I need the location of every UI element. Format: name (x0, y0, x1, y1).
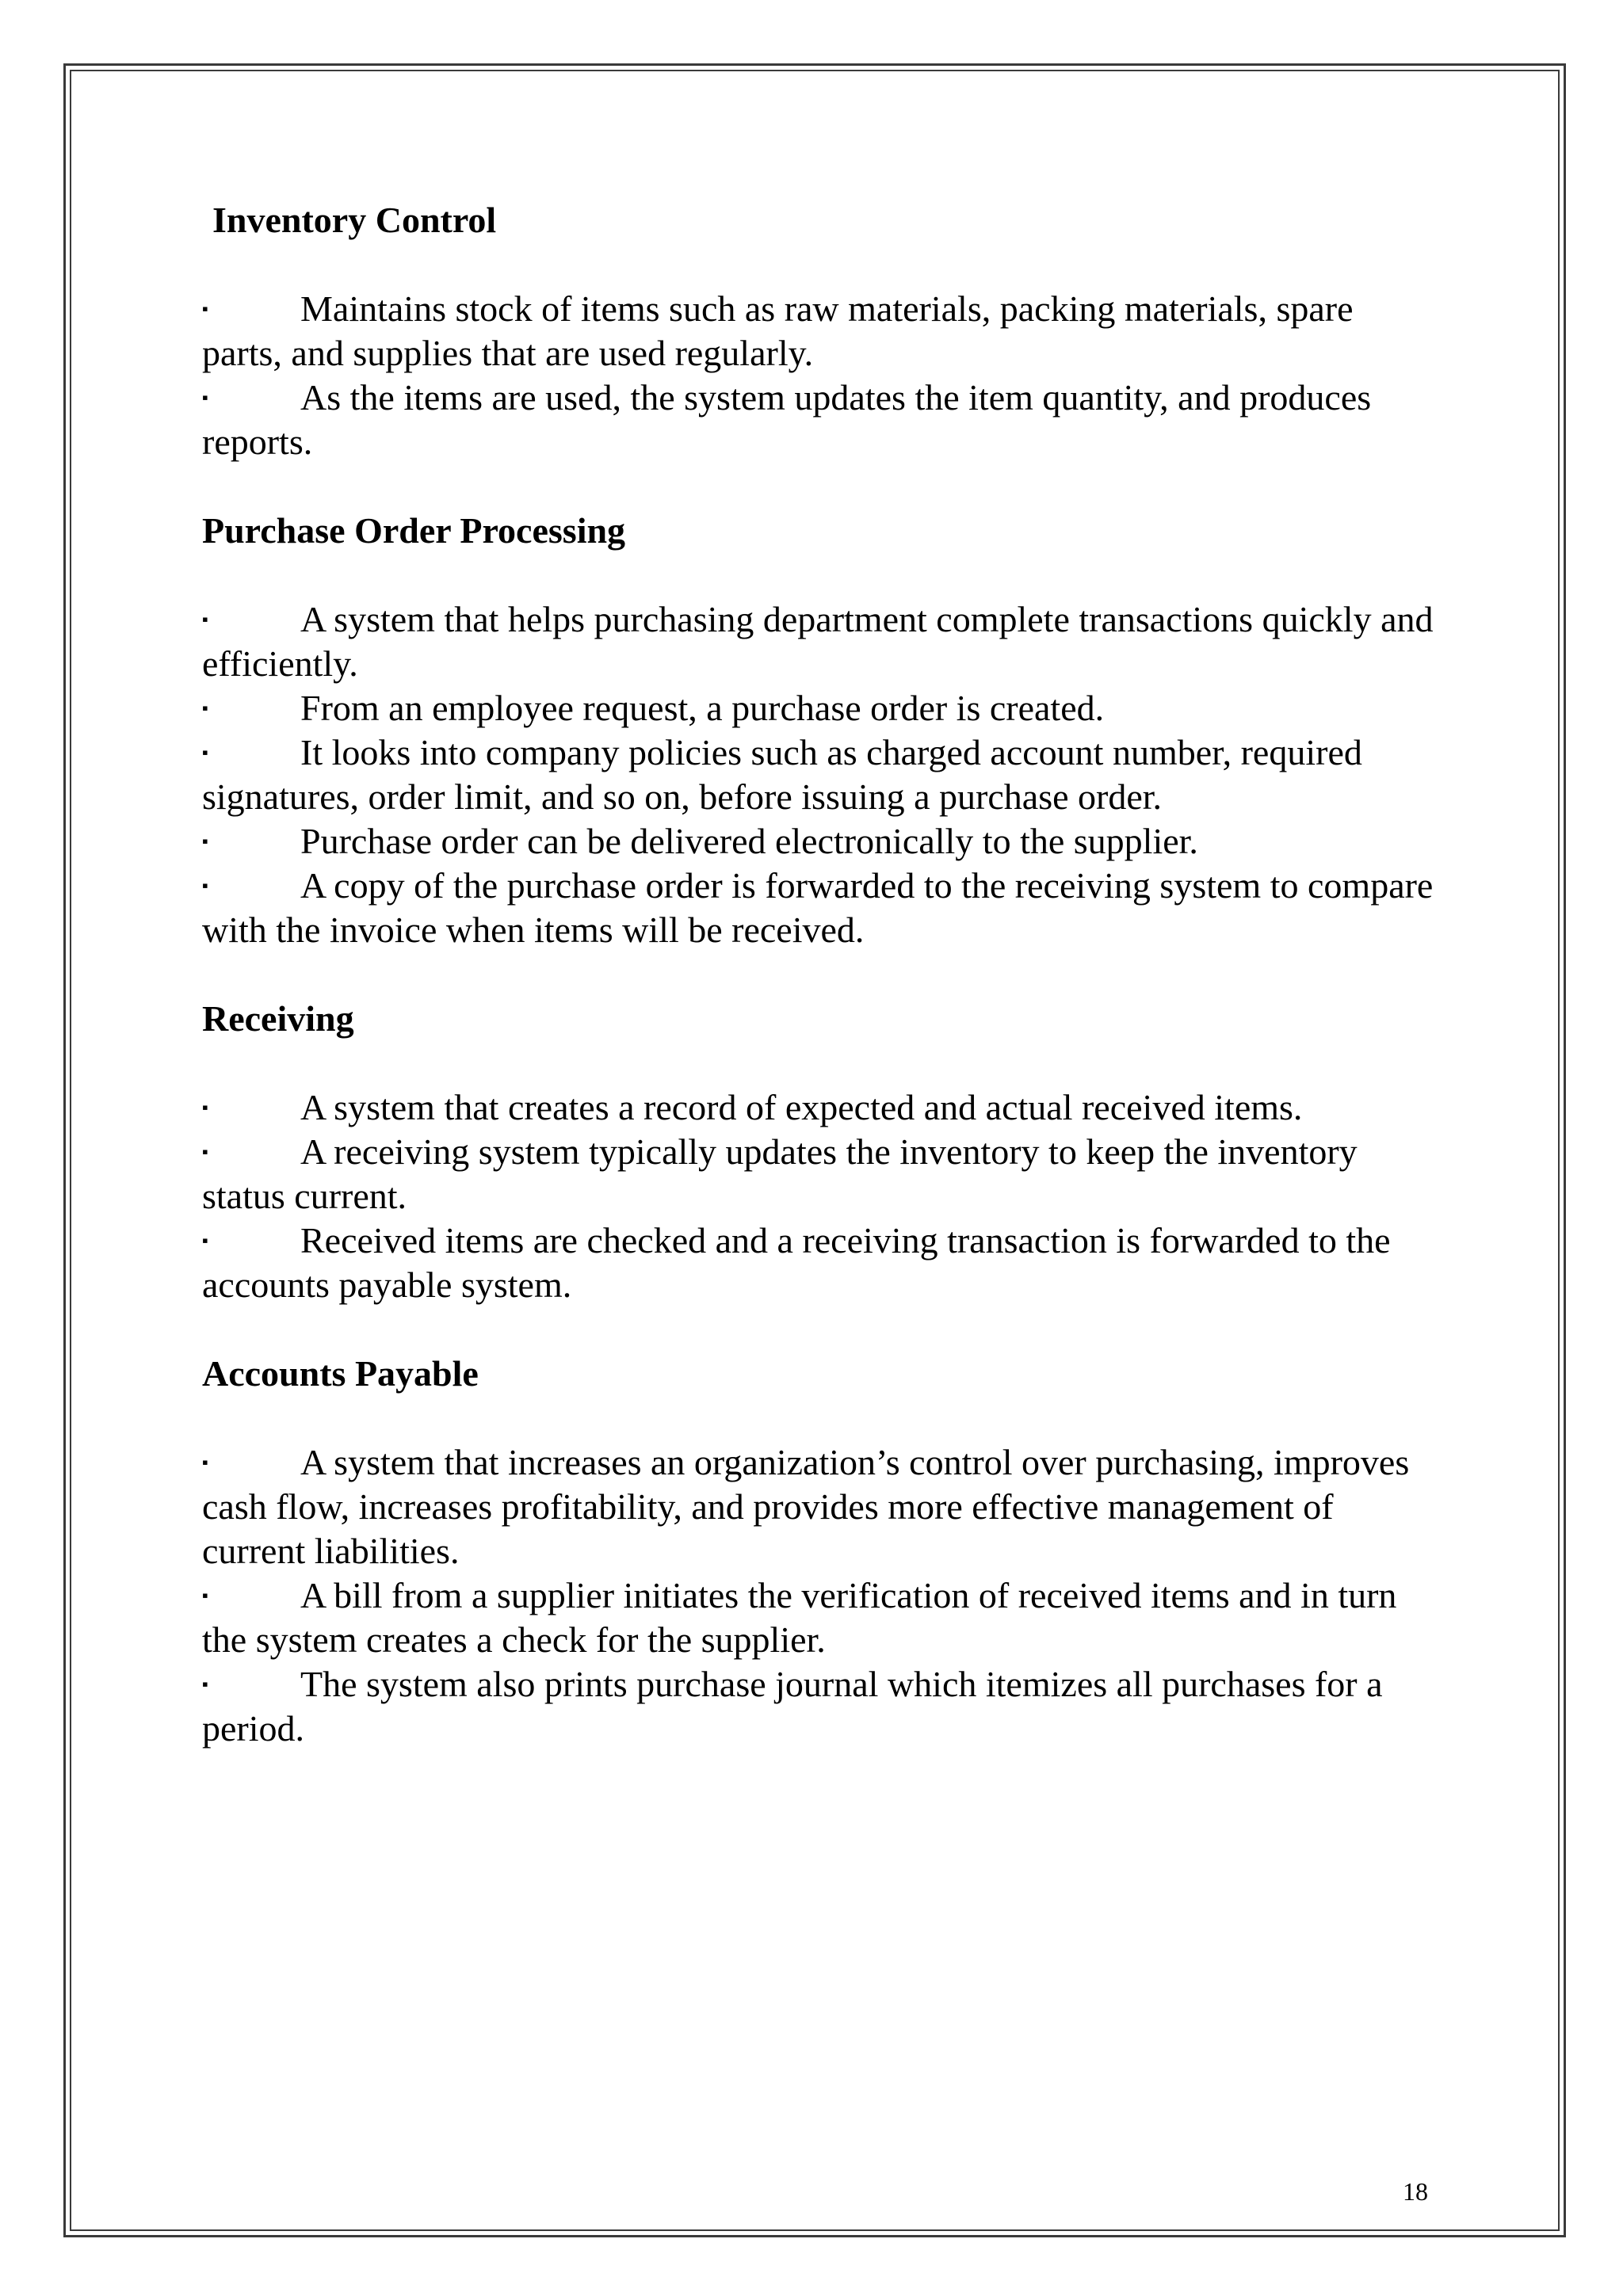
section-heading: Purchase Order Processing (202, 510, 626, 551)
bullet-item (202, 1130, 1438, 1219)
spacer (202, 952, 1438, 997)
square-bullet-icon: ▪ (202, 609, 208, 629)
bullet-text: It looks into company policies such as charged account number, required signatures, order limit, and so on, before issuing a purchase order. (202, 732, 1362, 817)
square-bullet-icon: ▪ (202, 1585, 208, 1605)
square-bullet-icon: ▪ (202, 387, 208, 407)
bullet-item (202, 1662, 1438, 1751)
section-heading: Inventory Control (212, 200, 497, 240)
square-bullet-icon: ▪ (202, 1674, 208, 1694)
bullet-text: A system that helps purchasing department complete transactions quickly and efficiently. (202, 599, 1434, 684)
bullet-item (202, 1085, 1438, 1130)
bullet-text: Received items are checked and a receiving transaction is forwarded to the accounts payable system. (202, 1220, 1391, 1305)
bullet-item (202, 597, 1438, 686)
square-bullet-icon: ▪ (202, 698, 208, 718)
square-bullet-icon: ▪ (202, 1097, 208, 1117)
bullet-text: A copy of the purchase order is forwarded to the receiving system to compare with the invoice when items will be received. (202, 865, 1434, 950)
square-bullet-icon: ▪ (202, 1230, 208, 1250)
section-accounts-payable (202, 1352, 1438, 1751)
bullet-text: Maintains stock of items such as raw materials, packing materials, spare parts, and supplies that are used regularly. (202, 288, 1354, 373)
document-body (202, 198, 1438, 1751)
spacer (202, 553, 1438, 597)
bullet-item (202, 1440, 1438, 1573)
square-bullet-icon: ▪ (202, 1452, 208, 1472)
bullet-item (202, 376, 1438, 464)
bullet-text: As the items are used, the system updates the item quantity, and produces reports. (202, 377, 1372, 462)
section-purchase-order-processing (202, 509, 1438, 952)
section-heading: Receiving (202, 998, 354, 1039)
page-number: 18 (1403, 2177, 1428, 2206)
square-bullet-icon: ▪ (202, 299, 208, 318)
bullet-text: A system that increases an organization’s control over purchasing, improves cash flow, increases profitability, and provides more effective management of current liabilities. (202, 1442, 1410, 1571)
bullet-text: Purchase order can be delivered electronically to the supplier. (300, 821, 1198, 861)
bullet-text: A bill from a supplier initiates the verification of received items and in turn the system creates a check for the supplier. (202, 1575, 1397, 1660)
bullet-text: A system that creates a record of expected and actual received items. (300, 1087, 1303, 1127)
bullet-text: A receiving system typically updates the inventory to keep the inventory status current. (202, 1131, 1358, 1216)
bullet-item (202, 1573, 1438, 1662)
bullet-text: The system also prints purchase journal which itemizes all purchases for a period. (202, 1664, 1383, 1749)
spacer (202, 1307, 1438, 1352)
square-bullet-icon: ▪ (202, 1142, 208, 1161)
square-bullet-icon: ▪ (202, 742, 208, 762)
bullet-item (202, 864, 1438, 952)
bullet-item (202, 686, 1438, 730)
spacer (202, 1041, 1438, 1085)
bullet-text: From an employee request, a purchase order is created. (300, 688, 1105, 728)
section-heading: Accounts Payable (202, 1353, 479, 1394)
section-receiving (202, 997, 1438, 1307)
square-bullet-icon: ▪ (202, 831, 208, 851)
bullet-item (202, 287, 1438, 376)
bullet-item (202, 730, 1438, 819)
square-bullet-icon: ▪ (202, 875, 208, 895)
bullet-item (202, 1219, 1438, 1307)
spacer (202, 1396, 1438, 1440)
spacer (202, 464, 1438, 509)
section-inventory-control (202, 198, 1438, 464)
spacer (202, 242, 1438, 287)
bullet-item (202, 819, 1438, 864)
